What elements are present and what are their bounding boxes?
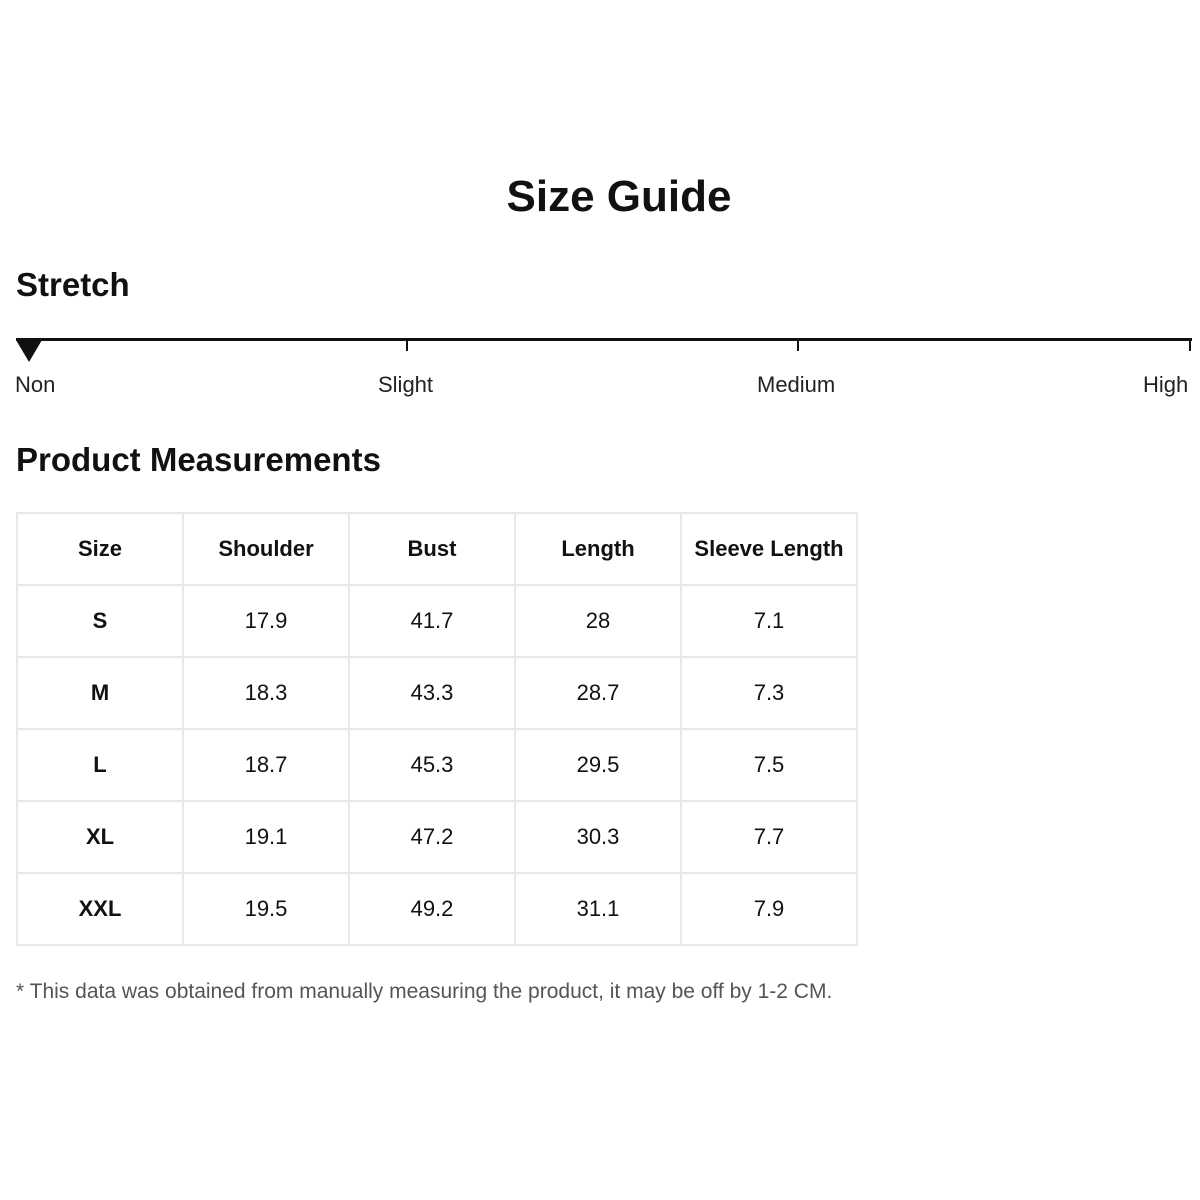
table-cell-size: XXL (17, 873, 183, 945)
table-cell-size: L (17, 729, 183, 801)
column-header-size: Size (17, 513, 183, 585)
stretch-tick-slight (406, 338, 408, 351)
table-cell-sleeve-length: 7.5 (681, 729, 857, 801)
table-cell-length: 28 (515, 585, 681, 657)
table-cell-shoulder: 19.5 (183, 873, 349, 945)
table-cell-shoulder: 18.7 (183, 729, 349, 801)
table-cell-length: 30.3 (515, 801, 681, 873)
stretch-tick-medium (797, 338, 799, 351)
stretch-scale-line (16, 338, 1192, 341)
table-row (17, 873, 857, 945)
stretch-label-medium: Medium (757, 372, 836, 397)
table-cell-length: 29.5 (515, 729, 681, 801)
column-header-bust: Bust (349, 513, 515, 585)
table-cell-bust: 43.3 (349, 657, 515, 729)
table-cell-shoulder: 17.9 (183, 585, 349, 657)
table-row (17, 729, 857, 801)
table-cell-bust: 47.2 (349, 801, 515, 873)
table-cell-size: M (17, 657, 183, 729)
measurement-footnote: * This data was obtained from manually measuring the product, it may be off by 1-2 CM. (16, 980, 833, 1003)
stretch-label-slight: Slight (378, 372, 434, 397)
table-cell-bust: 45.3 (349, 729, 515, 801)
table-cell-length: 28.7 (515, 657, 681, 729)
page-title: Size Guide (506, 172, 732, 221)
stretch-selected-marker-icon (16, 340, 42, 362)
table-cell-size: XL (17, 801, 183, 873)
table-cell-sleeve-length: 7.7 (681, 801, 857, 873)
table-cell-sleeve-length: 7.3 (681, 657, 857, 729)
table-cell-length: 31.1 (515, 873, 681, 945)
stretch-tick-high (1189, 338, 1191, 351)
table-row (17, 657, 857, 729)
stretch-scale (0, 330, 1200, 410)
table-cell-bust: 49.2 (349, 873, 515, 945)
measurements-table (16, 512, 858, 946)
table-cell-sleeve-length: 7.9 (681, 873, 857, 945)
table-row (17, 585, 857, 657)
table-row (17, 801, 857, 873)
stretch-heading: Stretch (16, 266, 130, 303)
column-header-shoulder: Shoulder (183, 513, 349, 585)
table-cell-bust: 41.7 (349, 585, 515, 657)
table-cell-size: S (17, 585, 183, 657)
table-cell-shoulder: 18.3 (183, 657, 349, 729)
table-cell-shoulder: 19.1 (183, 801, 349, 873)
table-header-row (17, 513, 857, 585)
stretch-label-non: Non (15, 372, 56, 397)
stretch-label-high: High (1143, 372, 1189, 397)
table-cell-sleeve-length: 7.1 (681, 585, 857, 657)
column-header-length: Length (515, 513, 681, 585)
column-header-sleeve-length: Sleeve Length (681, 513, 857, 585)
measurements-heading: Product Measurements (16, 441, 381, 478)
